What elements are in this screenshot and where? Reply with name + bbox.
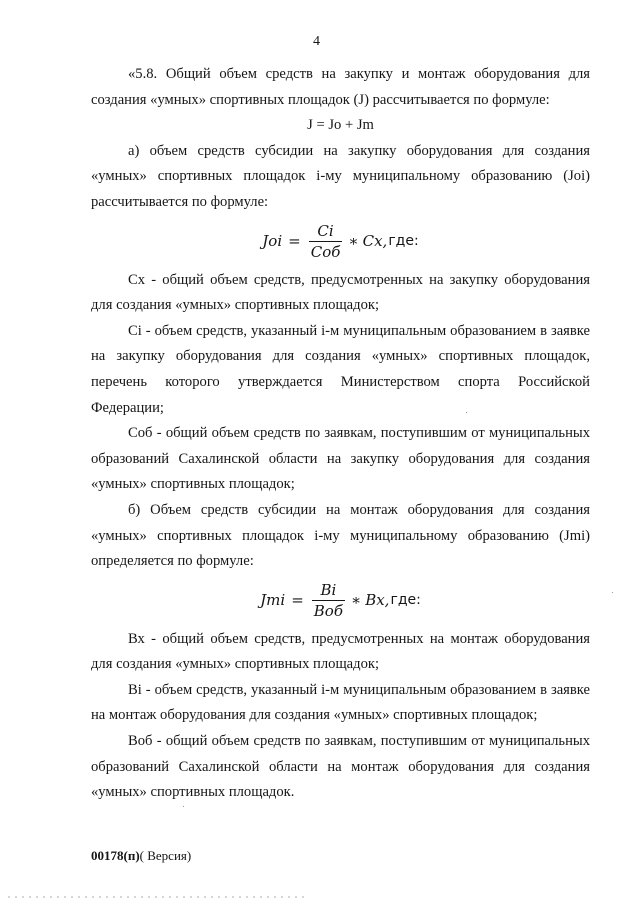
formula-joi-numerator: Ci [317,222,334,241]
formula-total: J = Jo + Jm [307,117,374,134]
formula-joi-denominator: Соб [310,243,341,262]
formula-jmi-operator: ∗ [351,590,362,609]
formula-joi-suffix: где: [388,232,419,249]
paragraph-item-a: а) объем средств субсидии на закупку оборудования для создания «умных» спортивных площадок i-му муниципальному образованию (Joi) рассчитывается по формуле: [91,142,590,210]
footer-document-number: 00178(п) [91,848,140,863]
formula-joi-lhs: Joi [262,231,283,250]
formula-jmi-factor: Bx, [365,590,390,609]
scan-artifact-dot [466,412,467,413]
formula-joi [91,218,590,266]
formula-joi-operator: ∗ [348,231,359,250]
formula-jmi-equals: = [291,590,304,609]
formula-joi-fraction [309,222,343,261]
scan-artifact-dot [183,806,184,807]
footer-version: ( Версия) [139,848,192,863]
paragraph-bx-definition: Вх - общий объем средств, предусмотренных на монтаж оборудования для создания «умных» спортивных площадок; [91,630,590,673]
formula-jmi-lhs: Jmi [260,590,286,609]
formula-joi-factor: Cx, [362,231,388,250]
formula-jmi-numerator: Bi [320,581,337,600]
scan-artifact-line [8,896,308,898]
document-body [91,62,590,806]
document-footer-code [91,848,191,864]
paragraph-cx-definition: Сх - общий объем средств, предусмотренных на закупку оборудования для создания «умных» спортивных площадок; [91,271,590,314]
paragraph-intro: «5.8. Общий объем средств на закупку и монтаж оборудования для создания «умных» спортивных площадок (J) рассчитывается по формуле: [91,66,590,108]
page-number: 4 [313,34,320,49]
paragraph-cob-definition: Соб - общий объем средств по заявкам, поступившим от муниципальных образований Сахалинской области на закупку оборудования для создания «умных» спортивных площадок; [91,425,590,493]
formula-jmi-suffix: где: [390,591,421,608]
paragraph-item-b: б) Объем средств субсидии на монтаж оборудования для создания «умных» спортивных площадок i-му муниципальному образованию (Jmi) определяется по формуле: [91,501,590,570]
formula-jmi-fraction [312,581,345,620]
formula-jmi-denominator: Воб [313,602,343,621]
formula-joi-equals: = [288,231,301,250]
paragraph-bob-definition: Воб - общий объем средств по заявкам, поступившим от муниципальных образований Сахалинской области на монтаж оборудования для создания «умных» спортивных площадок. [91,733,590,801]
paragraph-ci-definition: Ci - объем средств, указанный i-м муниципальным образованием в заявке на закупку оборудования для создания «умных» спортивных площадок, перечень которого утверждается Министерством спорта Российской Федерации; [91,322,590,416]
scan-artifact-dot [612,592,613,593]
paragraph-bi-definition: Bi - объем средств, указанный i-м муниципальным образованием в заявке на монтаж оборудования для создания «умных» спортивных площадок; [91,681,590,724]
formula-jmi [91,577,590,625]
